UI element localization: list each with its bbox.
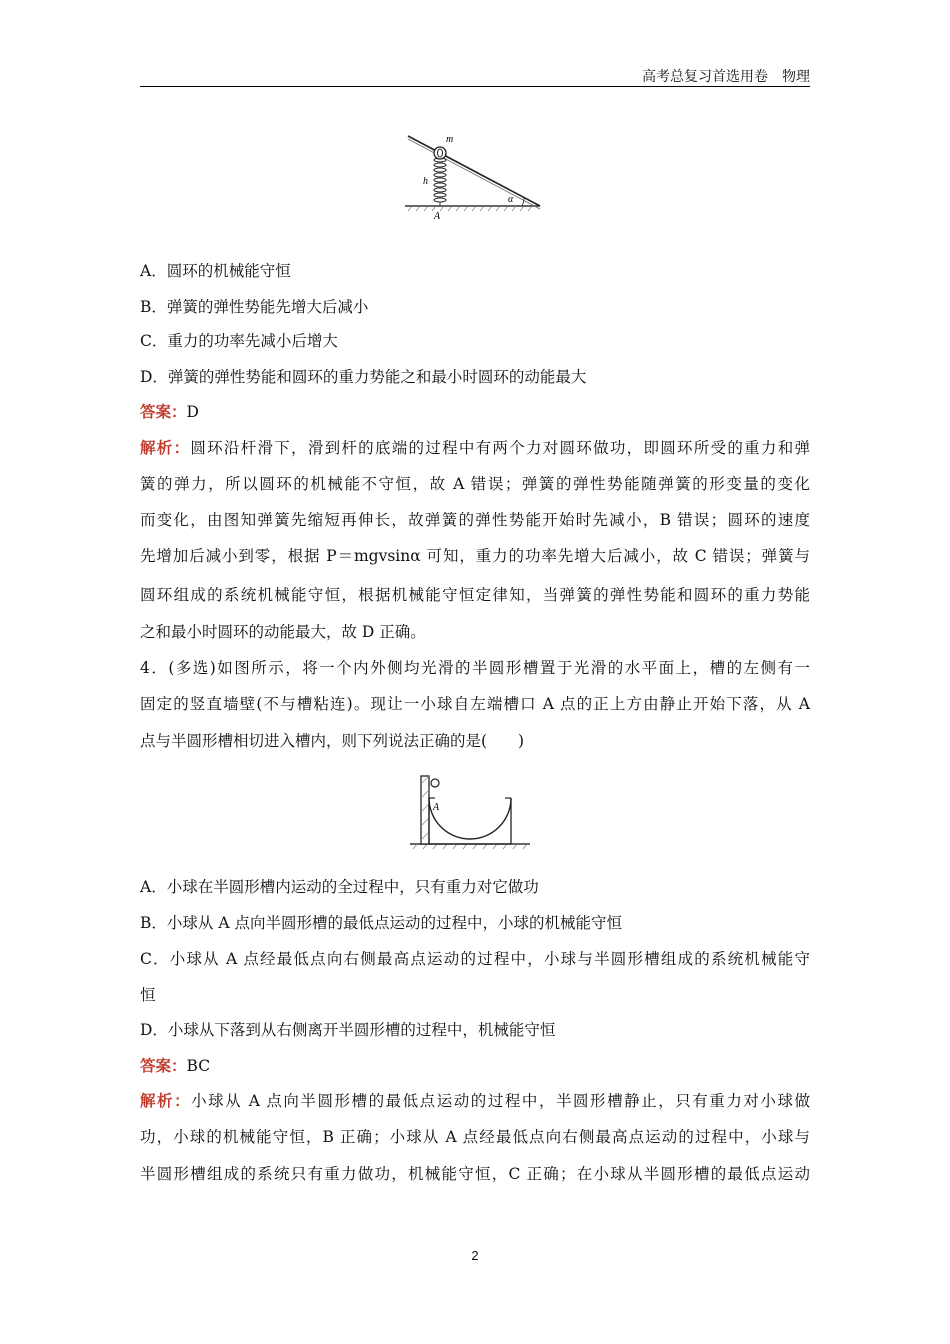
q4-analysis-line-3: 半圆形槽组成的系统只有重力做功，机械能守恒，C 正确；在小球从半圆形槽的最低点运动 — [140, 1165, 810, 1183]
q3-answer — [140, 401, 810, 423]
q4-analysis-line-1: 解析：小球从 A 点向半圆形槽的最低点运动的过程中，半圆形槽静止，只有重力对小球做 — [140, 1091, 810, 1110]
q4-stem-line-1: 4．(多选)如图所示，将一个内外侧均光滑的半圆形槽置于光滑的水平面上，槽的左侧有一 — [140, 659, 810, 677]
q3-analysis-line-4: 先增加后减小到零，根据 P＝mgvsinα 可知，重力的功率先增大后减小，故 C 错误；弹簧与 — [140, 547, 810, 565]
q4-answer-value: BC — [186, 1057, 211, 1075]
label-h: h — [423, 176, 428, 187]
q4-option-b: B．小球从 A 点向半圆形槽的最低点运动的过程中，小球的机械能守恒 — [140, 914, 622, 932]
q4-option-c-cont: 恒 — [140, 986, 156, 1004]
q4-option-c: C．小球从 A 点经最低点向右侧最高点运动的过程中，小球与半圆形槽组成的系统机械能守 — [140, 950, 810, 968]
q4-analysis-line-2: 功，小球的机械能守恒，B 正确；小球从 A 点经最低点向右侧最高点运动的过程中，小球与 — [140, 1128, 810, 1146]
q4-stem-line-3: 点与半圆形槽相切进入槽内，则下列说法正确的是( ) — [140, 732, 525, 750]
q4-analysis-label: 解析： — [140, 1091, 192, 1110]
label-A: A — [434, 211, 441, 222]
header-title: 高考总复习首选用卷 物理 — [642, 69, 810, 85]
q3-analysis-line-6: 之和最小时圆环的动能最大，故 D 正确。 — [140, 623, 426, 641]
q3-option-d: D．弹簧的弹性势能和圆环的重力势能之和最小时圆环的动能最大 — [140, 368, 587, 386]
q3-answer-value: D — [186, 403, 199, 421]
label-alpha: α — [508, 194, 514, 205]
q4-option-a: A．小球在半圆形槽内运动的全过程中，只有重力对它做功 — [140, 878, 539, 896]
figure-spring-ring-incline — [400, 128, 550, 222]
label-m: m — [446, 134, 454, 145]
q3-answer-label: 答案： — [140, 402, 187, 421]
q3-option-b: B．弹簧的弹性势能先增大后减小 — [140, 298, 369, 316]
q3-analysis-line-2: 簧的弹力，所以圆环的机械能不守恒，故 A 错误；弹簧的弹性势能随弹簧的形变量的变化 — [140, 475, 810, 493]
q4-answer — [140, 1055, 810, 1077]
q3-option-a: A．圆环的机械能守恒 — [140, 262, 291, 280]
label-A2: A — [433, 802, 440, 813]
q4-option-d: D．小球从下落到从右侧离开半圆形槽的过程中，机械能守恒 — [140, 1021, 556, 1039]
page-header — [140, 66, 810, 87]
q3-analysis-line-5: 圆环组成的系统机械能守恒，根据机械能守恒定律知，当弹簧的弹性势能和圆环的重力势能 — [140, 586, 810, 604]
page-number: 2 — [471, 1248, 479, 1263]
q3-option-c: C．重力的功率先减小后增大 — [140, 332, 338, 350]
q3-analysis-line-1: 解析：圆环沿杆滑下，滑到杆的底端的过程中有两个力对圆环做功，即圆环所受的重力和弹 — [140, 438, 810, 457]
q4-answer-label: 答案： — [140, 1056, 187, 1075]
q3-analysis-line-3: 而变化，由图知弹簧先缩短再伸长，故弹簧的弹性势能开始时先减小，B 错误；圆环的速度 — [140, 511, 810, 529]
figure-semicircle-groove — [405, 770, 535, 855]
q4-stem-line-2: 固定的竖直墙壁(不与槽粘连)。现让一小球自左端槽口 A 点的正上方由静止开始下落，从 A — [140, 695, 810, 713]
q3-analysis-label: 解析： — [140, 438, 191, 457]
